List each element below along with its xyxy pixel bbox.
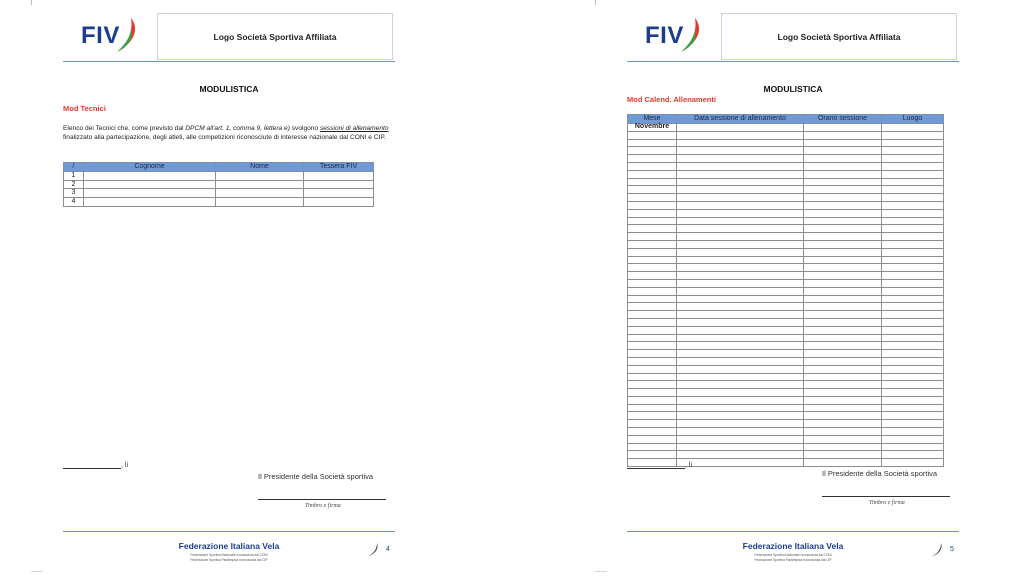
month-cell: Novembre: [628, 124, 677, 132]
session-time-cell[interactable]: [804, 233, 882, 241]
place-cell[interactable]: [882, 295, 944, 303]
month-cell[interactable]: [628, 178, 677, 186]
session-date-cell[interactable]: [677, 443, 804, 451]
place-cell[interactable]: [882, 381, 944, 389]
column-header-fiv-card: Tessera FIV: [304, 163, 374, 172]
table-row: [628, 412, 944, 420]
month-cell[interactable]: [628, 404, 677, 412]
name-cell[interactable]: [216, 180, 304, 189]
section-title: Mod Calend. Allenamenti: [627, 95, 716, 104]
session-date-cell[interactable]: [677, 279, 804, 287]
table-row: [628, 217, 944, 225]
place-cell[interactable]: [882, 287, 944, 295]
paragraph-text-underlined: sessioni di allenamento: [319, 125, 389, 132]
table-row: [628, 435, 944, 443]
month-cell[interactable]: [628, 248, 677, 256]
session-date-cell[interactable]: [677, 225, 804, 233]
president-label: Il Presidente della Società sportiva: [258, 472, 374, 481]
place-cell[interactable]: [882, 318, 944, 326]
session-time-cell[interactable]: [804, 240, 882, 248]
technicians-table: [63, 162, 374, 207]
column-header-place: Luogo: [882, 115, 944, 124]
session-date-cell[interactable]: [677, 194, 804, 202]
session-date-cell[interactable]: [677, 373, 804, 381]
month-cell[interactable]: [628, 217, 677, 225]
place-cell[interactable]: [882, 443, 944, 451]
session-date-cell[interactable]: [677, 209, 804, 217]
session-date-cell[interactable]: [677, 404, 804, 412]
table-row: [628, 131, 944, 139]
session-date-cell[interactable]: [677, 272, 804, 280]
table-row: [628, 248, 944, 256]
page-edge-mark: [31, 0, 32, 5]
place-blank-line: [63, 461, 121, 469]
month-cell[interactable]: [628, 147, 677, 155]
place-cell[interactable]: [882, 217, 944, 225]
month-cell[interactable]: [628, 318, 677, 326]
session-date-cell[interactable]: [677, 186, 804, 194]
session-time-cell[interactable]: [804, 295, 882, 303]
session-time-cell[interactable]: [804, 225, 882, 233]
table-row: [628, 155, 944, 163]
table-row: [628, 326, 944, 334]
table-row: [628, 186, 944, 194]
sail-icon: [111, 16, 145, 54]
session-date-cell[interactable]: [677, 350, 804, 358]
table-row: [628, 272, 944, 280]
section-title: Mod Tecnici: [63, 104, 106, 113]
table-row: [64, 198, 374, 207]
surname-cell[interactable]: [84, 189, 216, 198]
session-date-cell[interactable]: [677, 389, 804, 397]
session-date-cell[interactable]: [677, 264, 804, 272]
table-row: [628, 194, 944, 202]
session-date-cell[interactable]: [677, 326, 804, 334]
fiv-logo: [645, 16, 709, 56]
session-time-cell[interactable]: [804, 170, 882, 178]
table-row: [628, 279, 944, 287]
session-date-cell[interactable]: [677, 318, 804, 326]
stamp-label: Timbro e firma: [305, 503, 341, 509]
column-header-name: Nome: [216, 163, 304, 172]
table-row: [628, 233, 944, 241]
table-row: [628, 428, 944, 436]
table-row: [628, 201, 944, 209]
place-cell[interactable]: [882, 225, 944, 233]
session-time-cell[interactable]: [804, 124, 882, 132]
session-time-cell[interactable]: [804, 326, 882, 334]
session-date-cell[interactable]: [677, 201, 804, 209]
session-time-cell[interactable]: [804, 451, 882, 459]
table-row: [628, 178, 944, 186]
intro-paragraph: [63, 124, 395, 142]
table-row: [64, 172, 374, 181]
row-number: 4: [64, 198, 84, 207]
place-blank-line: [627, 461, 685, 469]
session-time-cell[interactable]: [804, 264, 882, 272]
place-cell[interactable]: [882, 256, 944, 264]
session-date-cell[interactable]: [677, 303, 804, 311]
session-date-cell[interactable]: [677, 412, 804, 420]
place-cell[interactable]: [882, 420, 944, 428]
place-cell[interactable]: [882, 233, 944, 241]
table-row: [628, 357, 944, 365]
row-number: 3: [64, 189, 84, 198]
session-time-cell[interactable]: [804, 404, 882, 412]
footer-cip-line: Federazione Sportiva Paralimpica riconosciuta dal CIP: [754, 558, 832, 562]
column-header-month: Mese: [628, 115, 677, 124]
column-header-surname: Cognome: [84, 163, 216, 172]
session-date-cell[interactable]: [677, 162, 804, 170]
place-cell[interactable]: [882, 264, 944, 272]
session-time-cell[interactable]: [804, 155, 882, 163]
footer-coni-line: Federazione Sportiva Nazionale riconosciuta dal CONI: [190, 553, 268, 557]
surname-cell[interactable]: [84, 172, 216, 181]
month-cell[interactable]: [628, 443, 677, 451]
month-cell[interactable]: [628, 279, 677, 287]
place-cell[interactable]: [882, 350, 944, 358]
name-cell[interactable]: [216, 172, 304, 181]
fiv-card-cell[interactable]: [304, 198, 374, 207]
month-cell[interactable]: [628, 334, 677, 342]
table-row: [628, 162, 944, 170]
month-cell[interactable]: [628, 303, 677, 311]
session-time-cell[interactable]: [804, 443, 882, 451]
table-row: [628, 365, 944, 373]
fiv-card-cell[interactable]: [304, 189, 374, 198]
session-time-cell[interactable]: [804, 209, 882, 217]
table-row: [628, 350, 944, 358]
paragraph-text-italic: DPCM all'art. 1, comma 9, lettera e): [185, 125, 290, 132]
month-cell[interactable]: [628, 435, 677, 443]
place-cell[interactable]: [882, 124, 944, 132]
session-time-cell[interactable]: [804, 272, 882, 280]
month-cell[interactable]: [628, 209, 677, 217]
place-cell[interactable]: [882, 451, 944, 459]
document-page-4: [43, 0, 443, 576]
page-edge-mark: [595, 0, 596, 5]
month-cell[interactable]: [628, 162, 677, 170]
sail-mark-icon: [930, 542, 948, 558]
table-row: [628, 225, 944, 233]
table-row: [628, 373, 944, 381]
session-date-cell[interactable]: [677, 311, 804, 319]
month-cell[interactable]: [628, 451, 677, 459]
page-title: MODULISTICA: [199, 84, 259, 94]
session-date-cell[interactable]: [677, 217, 804, 225]
session-date-cell[interactable]: [677, 365, 804, 373]
month-cell[interactable]: [628, 131, 677, 139]
page-title: MODULISTICA: [763, 84, 823, 94]
month-cell[interactable]: [628, 201, 677, 209]
place-cell[interactable]: [882, 162, 944, 170]
table-row: [628, 256, 944, 264]
table-row: [64, 180, 374, 189]
place-cell[interactable]: [882, 389, 944, 397]
footer-divider: [63, 531, 395, 532]
session-time-cell[interactable]: [804, 412, 882, 420]
session-time-cell[interactable]: [804, 178, 882, 186]
month-cell[interactable]: [628, 365, 677, 373]
session-date-cell[interactable]: [677, 381, 804, 389]
table-row: [628, 287, 944, 295]
session-time-cell[interactable]: [804, 381, 882, 389]
month-cell[interactable]: [628, 155, 677, 163]
session-date-cell[interactable]: [677, 451, 804, 459]
month-cell[interactable]: [628, 186, 677, 194]
session-time-cell[interactable]: [804, 194, 882, 202]
month-cell[interactable]: [628, 225, 677, 233]
session-date-cell[interactable]: [677, 420, 804, 428]
session-date-cell[interactable]: [677, 396, 804, 404]
footer-federation-name: Federazione Italiana Vela: [178, 541, 280, 551]
place-cell[interactable]: [882, 342, 944, 350]
paragraph-text: svolgono: [289, 125, 320, 132]
month-cell[interactable]: [628, 240, 677, 248]
president-label: Il Presidente della Società sportiva: [822, 469, 938, 478]
month-cell[interactable]: [628, 396, 677, 404]
session-date-cell[interactable]: [677, 459, 804, 467]
row-number: 1: [64, 172, 84, 181]
place-cell[interactable]: [882, 178, 944, 186]
affiliate-logo-placeholder: Logo Società Sportiva Affiliata: [157, 13, 393, 60]
place-cell[interactable]: [882, 311, 944, 319]
month-cell[interactable]: [628, 389, 677, 397]
place-cell[interactable]: [882, 170, 944, 178]
month-cell[interactable]: [628, 412, 677, 420]
month-cell[interactable]: [628, 295, 677, 303]
session-time-cell[interactable]: [804, 459, 882, 467]
place-cell[interactable]: [882, 365, 944, 373]
place-cell[interactable]: [882, 326, 944, 334]
session-date-cell[interactable]: [677, 428, 804, 436]
table-row: [628, 295, 944, 303]
session-time-cell[interactable]: [804, 357, 882, 365]
place-cell[interactable]: [882, 194, 944, 202]
session-time-cell[interactable]: [804, 435, 882, 443]
table-row: [628, 381, 944, 389]
session-date-cell[interactable]: [677, 256, 804, 264]
table-row: [628, 303, 944, 311]
month-cell[interactable]: [628, 420, 677, 428]
month-cell[interactable]: [628, 139, 677, 147]
table-row: [628, 443, 944, 451]
session-time-cell[interactable]: [804, 318, 882, 326]
place-cell[interactable]: [882, 131, 944, 139]
name-cell[interactable]: [216, 198, 304, 207]
footer-coni-line: Federazione Sportiva Nazionale riconosciuta dal CONI: [754, 553, 832, 557]
table-row: [628, 318, 944, 326]
session-time-cell[interactable]: [804, 201, 882, 209]
table-row: [628, 451, 944, 459]
month-cell[interactable]: [628, 373, 677, 381]
place-cell[interactable]: [882, 334, 944, 342]
document-page-5: [607, 0, 1007, 576]
fiv-card-cell[interactable]: [304, 172, 374, 181]
session-time-cell[interactable]: [804, 131, 882, 139]
session-date-cell[interactable]: [677, 155, 804, 163]
header-divider: [63, 61, 395, 62]
table-row: [628, 334, 944, 342]
month-cell[interactable]: [628, 170, 677, 178]
header-divider: [627, 61, 959, 62]
session-date-cell[interactable]: [677, 131, 804, 139]
place-cell[interactable]: [882, 240, 944, 248]
table-row: [628, 396, 944, 404]
place-cell[interactable]: [882, 428, 944, 436]
stamp-label: Timbro e firma: [869, 500, 905, 506]
table-row: [64, 189, 374, 198]
place-cell[interactable]: [882, 303, 944, 311]
surname-cell[interactable]: [84, 198, 216, 207]
session-date-cell[interactable]: [677, 357, 804, 365]
session-time-cell[interactable]: [804, 303, 882, 311]
month-cell[interactable]: [628, 287, 677, 295]
session-date-cell[interactable]: [677, 178, 804, 186]
session-time-cell[interactable]: [804, 342, 882, 350]
session-date-cell[interactable]: [677, 287, 804, 295]
paragraph-text: finalizzato alla partecipazione, degli atleti, alle competizioni riconosciute di interesse nazionale dal CONI e CIP.: [63, 134, 386, 141]
fiv-logo-text: FIV: [81, 22, 120, 49]
session-date-cell[interactable]: [677, 139, 804, 147]
session-time-cell[interactable]: [804, 334, 882, 342]
page-number: 4: [386, 546, 390, 553]
table-header-row: [64, 163, 374, 172]
footer-cip-line: Federazione Sportiva Paralimpica riconosciuta dal CIP: [190, 558, 268, 562]
date-suffix: , li: [685, 462, 692, 469]
session-date-cell[interactable]: [677, 334, 804, 342]
session-date-cell[interactable]: [677, 233, 804, 241]
table-row: [628, 404, 944, 412]
session-time-cell[interactable]: [804, 389, 882, 397]
table-row: [628, 139, 944, 147]
signature-line[interactable]: [258, 499, 386, 500]
session-date-cell[interactable]: [677, 342, 804, 350]
place-cell[interactable]: [882, 155, 944, 163]
place-cell[interactable]: [882, 373, 944, 381]
table-row: [628, 124, 944, 132]
affiliate-logo-placeholder: Logo Società Sportiva Affiliata: [721, 13, 957, 60]
session-time-cell[interactable]: [804, 279, 882, 287]
month-cell[interactable]: [628, 272, 677, 280]
month-cell[interactable]: [628, 256, 677, 264]
place-date-field[interactable]: [627, 461, 692, 469]
column-header-index: /: [64, 163, 84, 172]
sail-icon: [675, 16, 709, 54]
row-number: 2: [64, 180, 84, 189]
fiv-logo: [81, 16, 145, 56]
session-time-cell[interactable]: [804, 396, 882, 404]
table-row: [628, 311, 944, 319]
session-time-cell[interactable]: [804, 186, 882, 194]
fiv-logo-text: FIV: [645, 22, 684, 49]
signature-line[interactable]: [822, 496, 950, 497]
month-cell[interactable]: [628, 428, 677, 436]
place-cell[interactable]: [882, 201, 944, 209]
session-date-cell[interactable]: [677, 295, 804, 303]
date-suffix: , li: [121, 462, 128, 469]
session-date-cell[interactable]: [677, 170, 804, 178]
month-cell[interactable]: [628, 342, 677, 350]
session-date-cell[interactable]: [677, 147, 804, 155]
table-row: [628, 420, 944, 428]
session-time-cell[interactable]: [804, 248, 882, 256]
column-header-session-date: Data sessione di allenamento: [677, 115, 804, 124]
session-date-cell[interactable]: [677, 435, 804, 443]
sail-mark-icon: [366, 542, 384, 558]
page-number: 5: [950, 546, 954, 553]
session-time-cell[interactable]: [804, 287, 882, 295]
month-cell[interactable]: [628, 233, 677, 241]
session-time-cell[interactable]: [804, 162, 882, 170]
footer-divider: [627, 531, 959, 532]
table-row: [628, 264, 944, 272]
session-time-cell[interactable]: [804, 139, 882, 147]
month-cell[interactable]: [628, 381, 677, 389]
session-date-cell[interactable]: [677, 248, 804, 256]
place-cell[interactable]: [882, 412, 944, 420]
place-cell[interactable]: [882, 459, 944, 467]
table-row: [628, 170, 944, 178]
table-row: [628, 240, 944, 248]
session-time-cell[interactable]: [804, 217, 882, 225]
place-date-field[interactable]: [63, 461, 128, 469]
place-cell[interactable]: [882, 248, 944, 256]
session-time-cell[interactable]: [804, 350, 882, 358]
session-time-cell[interactable]: [804, 373, 882, 381]
training-calendar-table: [627, 114, 944, 467]
session-date-cell[interactable]: [677, 240, 804, 248]
table-row: [628, 389, 944, 397]
place-cell[interactable]: [882, 435, 944, 443]
place-cell[interactable]: [882, 357, 944, 365]
session-date-cell[interactable]: [677, 124, 804, 132]
session-time-cell[interactable]: [804, 311, 882, 319]
table-row: [628, 209, 944, 217]
session-time-cell[interactable]: [804, 365, 882, 373]
place-cell[interactable]: [882, 396, 944, 404]
month-cell[interactable]: [628, 357, 677, 365]
session-time-cell[interactable]: [804, 420, 882, 428]
session-time-cell[interactable]: [804, 147, 882, 155]
place-cell[interactable]: [882, 147, 944, 155]
month-cell[interactable]: [628, 350, 677, 358]
place-cell[interactable]: [882, 404, 944, 412]
place-cell[interactable]: [882, 139, 944, 147]
paragraph-text: Elenco dei Tecnici che, come previsto dal: [63, 125, 186, 132]
table-header-row: [628, 115, 944, 124]
column-header-session-time: Orario sessione: [804, 115, 882, 124]
surname-cell[interactable]: [84, 180, 216, 189]
session-time-cell[interactable]: [804, 256, 882, 264]
place-cell[interactable]: [882, 279, 944, 287]
month-cell[interactable]: [628, 326, 677, 334]
footer-federation-name: Federazione Italiana Vela: [742, 541, 844, 551]
place-cell[interactable]: [882, 186, 944, 194]
name-cell[interactable]: [216, 189, 304, 198]
fiv-card-cell[interactable]: [304, 180, 374, 189]
place-cell[interactable]: [882, 272, 944, 280]
table-row: [628, 147, 944, 155]
place-cell[interactable]: [882, 209, 944, 217]
table-row: [628, 342, 944, 350]
month-cell[interactable]: [628, 264, 677, 272]
session-time-cell[interactable]: [804, 428, 882, 436]
month-cell[interactable]: [628, 194, 677, 202]
month-cell[interactable]: [628, 311, 677, 319]
